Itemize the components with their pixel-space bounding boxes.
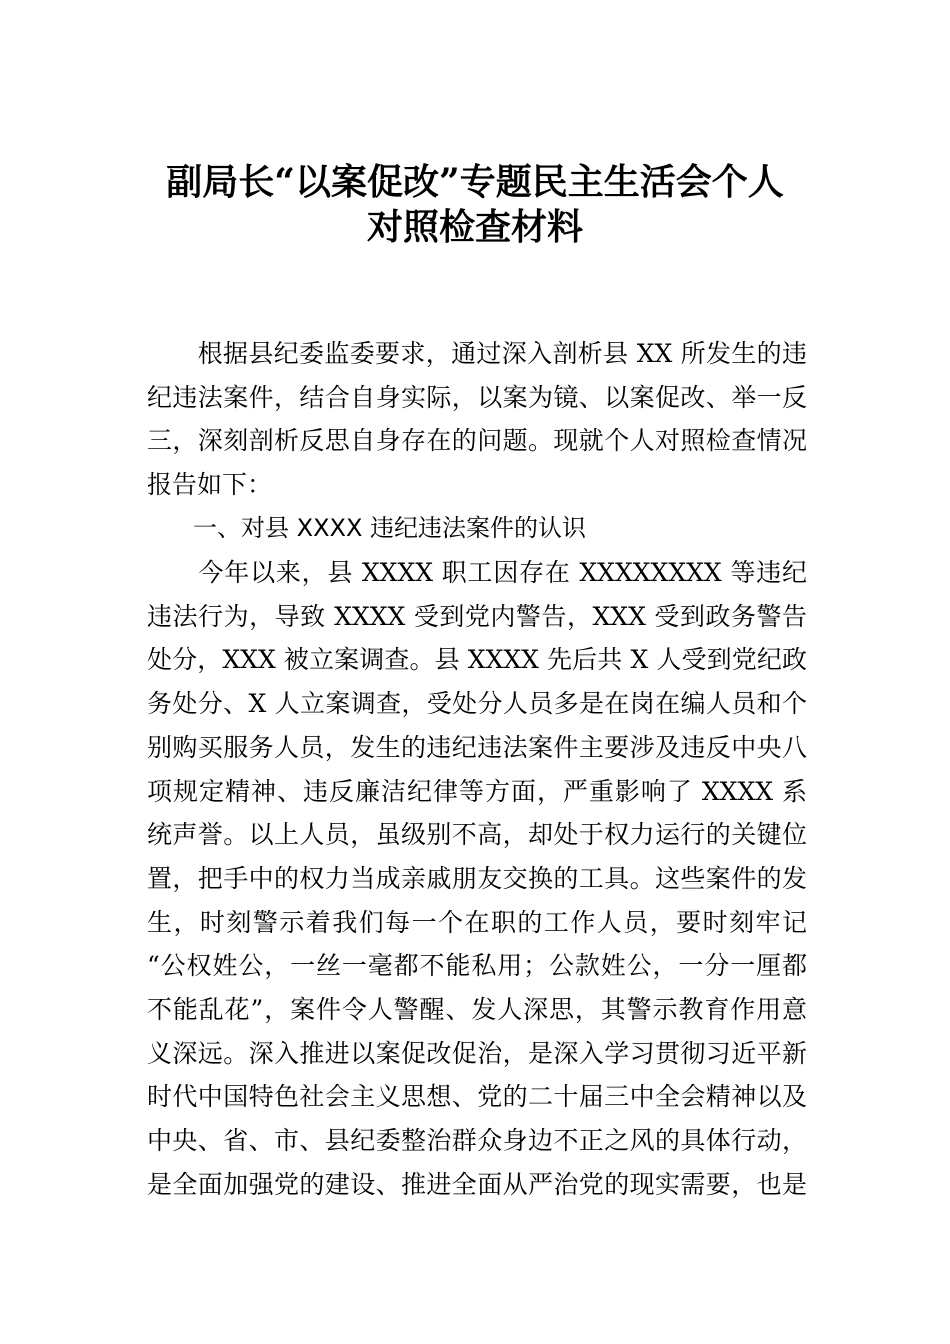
document-title-line-2 — [100, 205, 850, 249]
paragraph-line: 违法行为，导致 XXXX 受到党内警告，XXX 受到政务警告 — [147, 601, 807, 631]
paragraph-line: 是全面加强党的建设、推进全面从严治党的现实需要，也是 — [147, 1169, 807, 1199]
paragraph-line: “公权姓公，一丝一毫都不能私用；公款姓公，一分一厘都 — [147, 951, 807, 981]
document-title-line-1 — [100, 160, 850, 204]
paragraph-line: 统声誉。以上人员，虽级别不高，却处于权力运行的关键位 — [147, 820, 807, 850]
intro-paragraph — [147, 332, 807, 507]
paragraph-line: 义深远。深入推进以案促改促治，是深入学习贯彻习近平新 — [147, 1038, 807, 1068]
title-text-2: 对照检查材料 — [366, 206, 583, 248]
paragraph-line: 生，时刻警示着我们每一个在职的工作人员，要时刻牢记 — [147, 907, 807, 937]
paragraph-line: 不能乱花”，案件令人警醒、发人深思，其警示教育作用意 — [147, 995, 807, 1025]
paragraph-line: 今年以来，县 XXXX 职工因存在 XXXXXXXX 等违纪 — [147, 558, 807, 587]
paragraph-line: 根据县纪委监委要求，通过深入剖析县 XX 所发生的违 — [147, 339, 807, 368]
paragraph-line: 务处分、X 人立案调查，受处分人员多是在岗在编人员和个 — [147, 689, 807, 719]
paragraph-line: 别购买服务人员，发生的违纪违法案件主要涉及违反中央八 — [147, 732, 807, 762]
paragraph-line: 三，深刻剖析反思自身存在的问题。现就个人对照检查情况 — [147, 426, 807, 456]
paragraph-line: 处分，XXX 被立案调查。县 XXXX 先后共 X 人受到党纪政 — [147, 645, 807, 675]
paragraph-line: 中央、省、市、县纪委整治群众身边不正之风的具体行动， — [147, 1126, 807, 1156]
paragraph-line: 置，把手中的权力当成亲戚朋友交换的工具。这些案件的发 — [147, 863, 807, 893]
section-1-paragraph — [147, 551, 807, 1207]
paragraph-line: 时代中国特色社会主义思想、党的二十届三中全会精神以及 — [147, 1082, 807, 1112]
paragraph-line: 报告如下： — [147, 470, 273, 500]
paragraph-line: 项规定精神、违反廉洁纪律等方面，严重影响了 XXXX 系 — [147, 776, 807, 806]
paragraph-line: 纪违法案件，结合自身实际，以案为镜、以案促改、举一反 — [147, 382, 807, 412]
title-text-1: 副局长“以案促改”专题民主生活会个人 — [166, 161, 784, 203]
section-heading-1: 一、对县 XXXX 违纪违法案件的认识 — [193, 514, 587, 542]
